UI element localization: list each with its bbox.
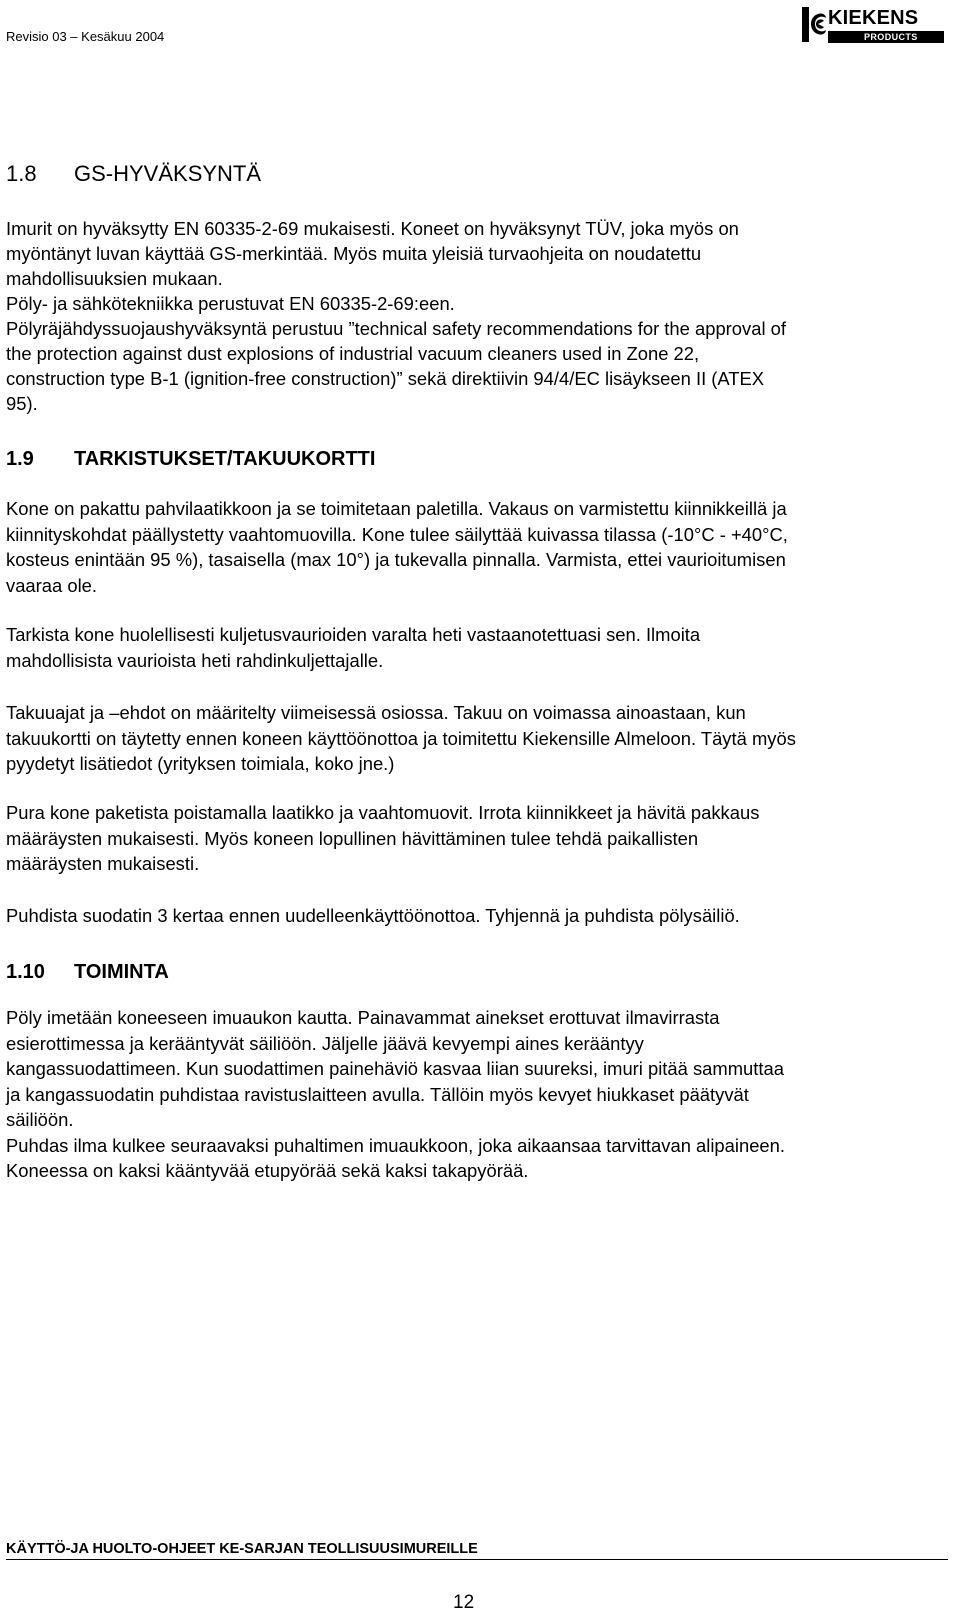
section-1-8-paragraph (6, 216, 954, 416)
section-1-9-paragraph-filter (6, 903, 954, 929)
text-line: määräysten mukaisesti. Myös koneen lopullinen hävittäminen tulee tehdä paikallisten (6, 827, 699, 849)
text-line: 95). (6, 393, 38, 414)
section-1-9-paragraph-packaging (6, 496, 954, 598)
logo-subtitle: PRODUCTS (864, 32, 918, 42)
text-line: ja kangassuodatin puhdistaa ravistuslaitteen avulla. Tällöin myös kevyet hiukkaset päätyvät (6, 1083, 749, 1105)
footer-divider (6, 1559, 948, 1560)
text-line: Kone on pakattu pahvilaatikkoon ja se toimitetaan paletilla. Vakaus on varmistettu kiinnikkeillä ja (6, 498, 787, 519)
text-line: Pura kone paketista poistamalla laatikko ja vaahtomuovit. Irrota kiinnikkeet ja hävitä pakkaus (6, 802, 760, 823)
section-heading-1-9 (6, 447, 375, 471)
text-line: the protection against dust explosions of industrial vacuum cleaners used in Zone 22, (6, 343, 700, 364)
text-line: kiinnityskohdat päällystetty vaahtomuovilla. Kone tulee säilyttää kuivassa tilassa (-10°C - +40°C, (6, 523, 788, 545)
text-line: pyydetyt lisätiedot (yrityksen toimiala, koko jne.) (6, 753, 395, 774)
section-number: 1.9 (6, 448, 34, 470)
text-line: Koneessa on kaksi kääntyvää etupyörää sekä kaksi takapyörää. (6, 1160, 529, 1181)
section-number: 1.8 (6, 161, 37, 186)
kiekens-logo-mark (800, 4, 828, 44)
text-line: säiliöön. (6, 1109, 74, 1130)
text-line: kosteus enintään 95 %), tasaisella (max 10°) ja tukevalla pinnalla. Varmista, ettei vaurioitumisen (6, 549, 786, 570)
section-title: TARKISTUKSET/TAKUUKORTTI (74, 448, 376, 470)
logo-bar (828, 31, 944, 43)
section-heading-1-10 (6, 960, 169, 984)
text-line: kangassuodattimeen. Kun suodattimen painehäviö kasvaa liian suureksi, imuri pitää sammuttaa (6, 1058, 784, 1079)
text-line: Pöly- ja sähkötekniikka perustuvat EN 60335-2-69:een. (6, 293, 455, 314)
logo-wordmark: KIEKENS (828, 7, 919, 29)
section-title: TOIMINTA (74, 961, 169, 983)
text-line: Pöly imetään koneeseen imuaukon kautta. Painavammat ainekset erottuvat ilmavirrasta (6, 1007, 720, 1028)
text-line: mahdollisuuksien mukaan. (6, 268, 223, 289)
text-line: määräysten mukaisesti. (6, 853, 200, 874)
footer-title: KÄYTTÖ-JA HUOLTO-OHJEET KE-SARJAN TEOLLISUUSIMUREILLE (6, 1541, 478, 1557)
text-line: myöntänyt luvan käyttää GS-merkintää. Myös muita yleisiä turvaohjeita on noudatettu (6, 243, 702, 264)
text-line: Tarkista kone huolellisesti kuljetusvaurioiden varalta heti vastaanotettuasi sen. Ilmoita (6, 624, 701, 645)
section-1-9-paragraph-unpacking (6, 800, 954, 877)
section-1-9-paragraph-inspection (6, 622, 954, 673)
section-heading-1-8 (6, 161, 261, 187)
text-line: takuukortti on täytetty ennen koneen käyttöönottoa ja toimitettu Kiekensille Almeloon. Täytä myös (6, 727, 796, 749)
kiekens-logo (800, 4, 945, 44)
revision-label: Revisio 03 – Kesäkuu 2004 (6, 29, 165, 44)
text-line: mahdollisista vaurioista heti rahdinkuljettajalle. (6, 649, 384, 671)
section-1-9-paragraph-warranty (6, 700, 954, 777)
section-number: 1.10 (6, 961, 45, 983)
text-line: Puhdista suodatin 3 kertaa ennen uudelleenkäyttöönottoa. Tyhjennä ja puhdista pölysäiliö. (6, 905, 740, 926)
page-number: 12 (453, 1592, 475, 1613)
text-line: Puhdas ilma kulkee seuraavaksi puhaltimen imuaukkoon, joka aikaansaa tarvittavan alipaineen. (6, 1134, 785, 1156)
text-line: Pölyräjähdyssuojaushyväksyntä perustuu ”technical safety recommendations for the approval of (6, 318, 786, 339)
section-1-10-paragraph (6, 1005, 954, 1184)
section-title: GS-HYVÄKSYNTÄ (74, 161, 262, 186)
text-line: construction type B-1 (ignition-free construction)” sekä direktiivin 94/4/EC lisäykseen II (ATEX (6, 368, 765, 389)
text-line: esierottimessa ja kerääntyvät säiliöön. Jäljelle jäävä kevyempi aines kerääntyy (6, 1032, 644, 1054)
text-line: Imurit on hyväksytty EN 60335-2-69 mukaisesti. Koneet on hyväksynyt TÜV, joka myös on (6, 218, 739, 239)
text-line: vaaraa ole. (6, 574, 97, 596)
text-line: Takuuajat ja –ehdot on määritelty viimeisessä osiossa. Takuu on voimassa ainoastaan, kun (6, 702, 746, 723)
